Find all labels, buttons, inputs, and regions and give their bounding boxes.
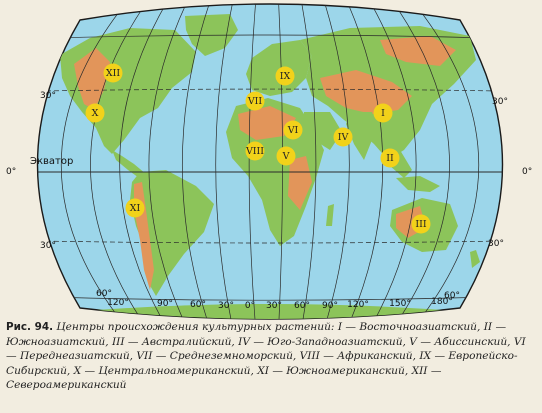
center-marker-i — [374, 104, 393, 123]
center-numeral: X — [91, 108, 99, 119]
lat-label-0-right: 0° — [522, 167, 533, 177]
longitude-label: 90° — [322, 301, 338, 311]
longitude-label: 120° — [347, 300, 369, 310]
longitude-label: 150° — [389, 299, 411, 309]
center-numeral: VI — [287, 125, 299, 136]
center-numeral: VIII — [245, 146, 265, 157]
center-marker-x — [86, 104, 105, 123]
lat-label-30s-right: 30° — [488, 239, 504, 249]
center-marker-ii — [381, 149, 400, 168]
center-marker-vi — [284, 121, 303, 140]
figure-number: Рис. 94. — [6, 321, 54, 333]
figure-caption-text: Центры происхождения культурных растений: I — Восточноазиатский, II — Южноазиатский, III — Австралийский, IV — Юго-Западноазиатский, V — Абиссинский, VI — Переднеазиатский, VII — Среднеземноморский, VIII — Африканский, IX — Европейско-Сибирский, X — Центральноамериканский, XI — Южноамериканский, XII — Североамериканский — [6, 321, 526, 392]
center-numeral: III — [415, 219, 427, 230]
center-marker-ix — [276, 67, 295, 86]
center-numeral: XI — [129, 203, 141, 214]
lat-label-30s-left: 30° — [40, 241, 56, 251]
lat-label-60s-left: 60° — [96, 289, 112, 299]
center-marker-iii — [412, 215, 431, 234]
lat-label-30n-right: 30° — [492, 97, 508, 107]
figure-caption — [6, 320, 536, 393]
lat-label-60s-right: 60° — [444, 291, 460, 301]
center-marker-vii — [246, 92, 265, 111]
center-marker-xii — [104, 64, 123, 83]
center-numeral: IV — [337, 132, 349, 143]
longitude-label: 30° — [266, 301, 282, 311]
longitude-label: 90° — [157, 299, 173, 309]
equator-label: Экватор — [30, 156, 74, 167]
longitude-label: 120° — [107, 298, 129, 308]
longitude-label: 180° — [431, 297, 453, 307]
lat-label-0-left: 0° — [6, 167, 17, 177]
center-numeral: XII — [105, 68, 121, 79]
center-marker-v — [277, 147, 296, 166]
center-marker-xi — [126, 199, 145, 218]
longitude-label: 60° — [294, 301, 310, 311]
center-numeral: I — [381, 108, 385, 119]
center-marker-iv — [334, 128, 353, 147]
center-numeral: IX — [279, 71, 291, 82]
center-numeral: II — [386, 153, 394, 164]
center-numeral: V — [282, 151, 290, 162]
longitude-label: 60° — [190, 300, 206, 310]
lat-label-30n-left: 30° — [40, 91, 56, 101]
longitude-label: 0° — [244, 301, 256, 311]
center-numeral: VII — [247, 96, 263, 107]
longitude-label: 30° — [218, 301, 234, 311]
